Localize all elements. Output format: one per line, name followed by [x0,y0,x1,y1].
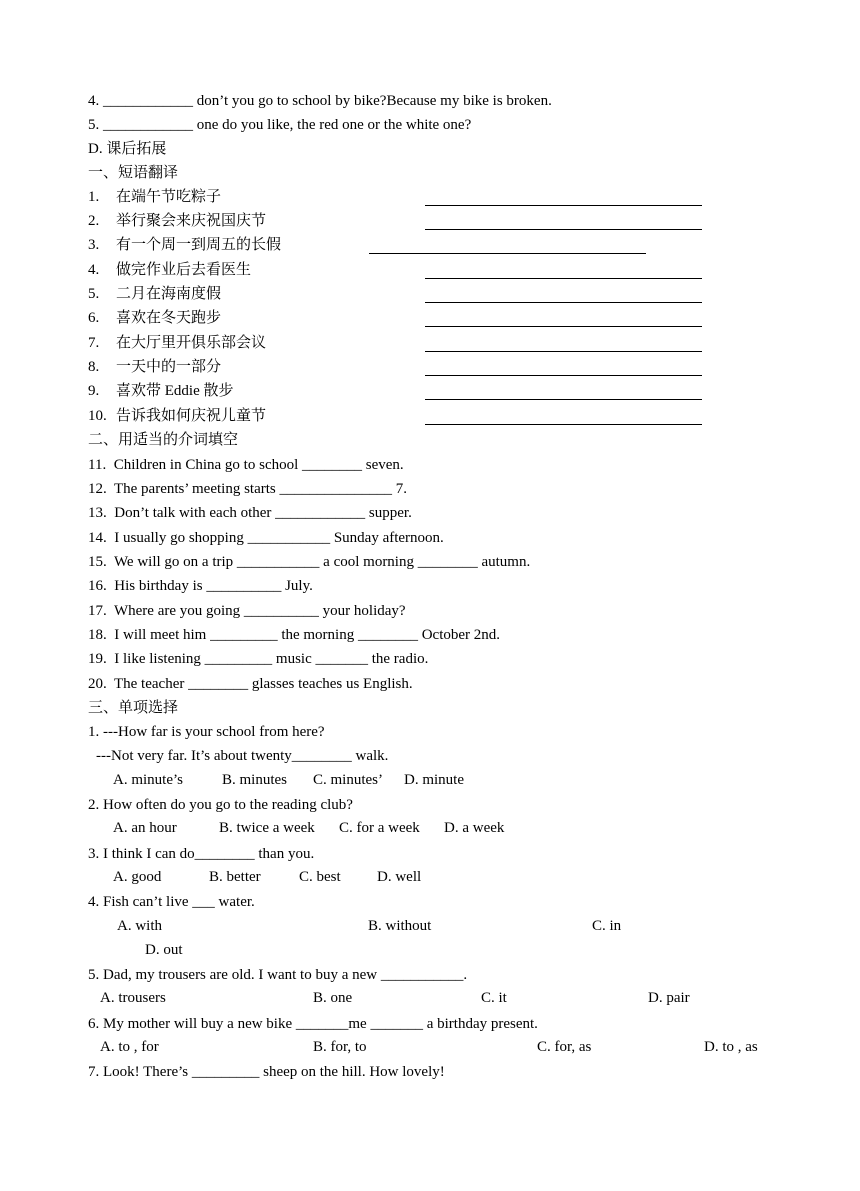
option-c[interactable]: C. minutes’ [313,772,383,788]
option-b[interactable]: B. twice a week [219,820,315,836]
section-d-heading: D. 课后拓展 [88,141,167,157]
option-d[interactable]: D. minute [404,772,464,788]
option-c[interactable]: C. best [299,869,341,885]
mc-question-4: 4. Fish can’t live ___ water. [88,894,255,910]
list-item: 13. Don’t talk with each other ____________ supper. [88,505,412,521]
option-d[interactable]: D. to , as [704,1039,758,1055]
option-a[interactable]: A. to , for [100,1039,159,1055]
answer-line[interactable] [425,424,702,425]
list-item: 16. His birthday is __________ July. [88,578,313,594]
list-item: 14. I usually go shopping ___________ Sunday afternoon. [88,530,444,546]
item-text: 有一个周一到周五的长假 [116,237,282,253]
option-d[interactable]: D. out [145,942,183,958]
option-d[interactable]: D. pair [648,990,690,1006]
item-text: 在大厅里开俱乐部会议 [116,335,267,351]
option-c[interactable]: C. for a week [339,820,420,836]
item-number: 5. [88,286,100,302]
mc-question-6: 6. My mother will buy a new bike _______me _______ a birthday present. [88,1016,538,1032]
item-number: 6. [88,310,100,326]
item-text: 喜欢在冬天跑步 [116,310,222,326]
answer-line[interactable] [425,375,702,376]
option-b[interactable]: B. without [368,918,432,934]
part1-heading: 一、短语翻译 [88,165,179,181]
option-b[interactable]: B. minutes [222,772,288,788]
review-question-5: 5. ____________ one do you like, the red one or the white one? [88,117,472,133]
option-c[interactable]: C. in [592,918,622,934]
option-a[interactable]: A. trousers [100,990,166,1006]
item-number: 7. [88,335,100,351]
option-a[interactable]: A. minute’s [113,772,183,788]
answer-line[interactable] [369,253,646,254]
mc-question-1: 1. ---How far is your school from here? [88,724,325,740]
option-b[interactable]: B. better [209,869,261,885]
option-a[interactable]: A. an hour [113,820,177,836]
part3-heading: 三、单项选择 [88,700,179,716]
answer-line[interactable] [425,278,702,279]
mc-question-5: 5. Dad, my trousers are old. I want to buy a new ___________. [88,967,468,983]
item-number: 2. [88,213,100,229]
mc-question-7: 7. Look! There’s _________ sheep on the hill. How lovely! [88,1064,445,1080]
item-number: 9. [88,383,100,399]
review-question-4: 4. ____________ don’t you go to school by bike?Because my bike is broken. [88,93,552,109]
mc-question-2: 2. How often do you go to the reading club? [88,797,353,813]
option-b[interactable]: B. for, to [313,1039,367,1055]
answer-line[interactable] [425,326,702,327]
mc-question-1-reply: ---Not very far. It’s about twenty________ walk. [96,748,389,764]
item-number: 8. [88,359,100,375]
item-number: 3. [88,237,100,253]
option-a[interactable]: A. with [117,918,162,934]
item-text: 告诉我如何庆祝儿童节 [116,408,267,424]
answer-line[interactable] [425,351,702,352]
option-c[interactable]: C. for, as [537,1039,592,1055]
part2-heading: 二、用适当的介词填空 [88,432,239,448]
list-item: 11. Children in China go to school ________ seven. [88,457,404,473]
item-number: 4. [88,262,100,278]
answer-line[interactable] [425,229,702,230]
list-item: 18. I will meet him _________ the morning ________ October 2nd. [88,627,501,643]
item-number: 10. [88,408,107,424]
answer-line[interactable] [425,399,702,400]
list-item: 15. We will go on a trip ___________ a cool morning ________ autumn. [88,554,531,570]
item-text: 在端午节吃粽子 [116,189,222,205]
option-d[interactable]: D. a week [444,820,505,836]
item-text: 做完作业后去看医生 [116,262,252,278]
list-item: 19. I like listening _________ music _______ the radio. [88,651,429,667]
option-c[interactable]: C. it [481,990,507,1006]
option-b[interactable]: B. one [313,990,353,1006]
option-d[interactable]: D. well [377,869,422,885]
list-item: 20. The teacher ________ glasses teaches us English. [88,676,413,692]
list-item: 17. Where are you going __________ your holiday? [88,603,406,619]
item-number: 1. [88,189,100,205]
item-text: 喜欢带 Eddie 散步 [116,383,234,399]
answer-line[interactable] [425,302,702,303]
option-a[interactable]: A. good [113,869,162,885]
item-text: 二月在海南度假 [116,286,222,302]
list-item: 12. The parents’ meeting starts _______________ 7. [88,481,407,497]
mc-question-3: 3. I think I can do________ than you. [88,846,315,862]
answer-line[interactable] [425,205,702,206]
item-text: 一天中的一部分 [116,359,222,375]
item-text: 举行聚会来庆祝国庆节 [116,213,267,229]
